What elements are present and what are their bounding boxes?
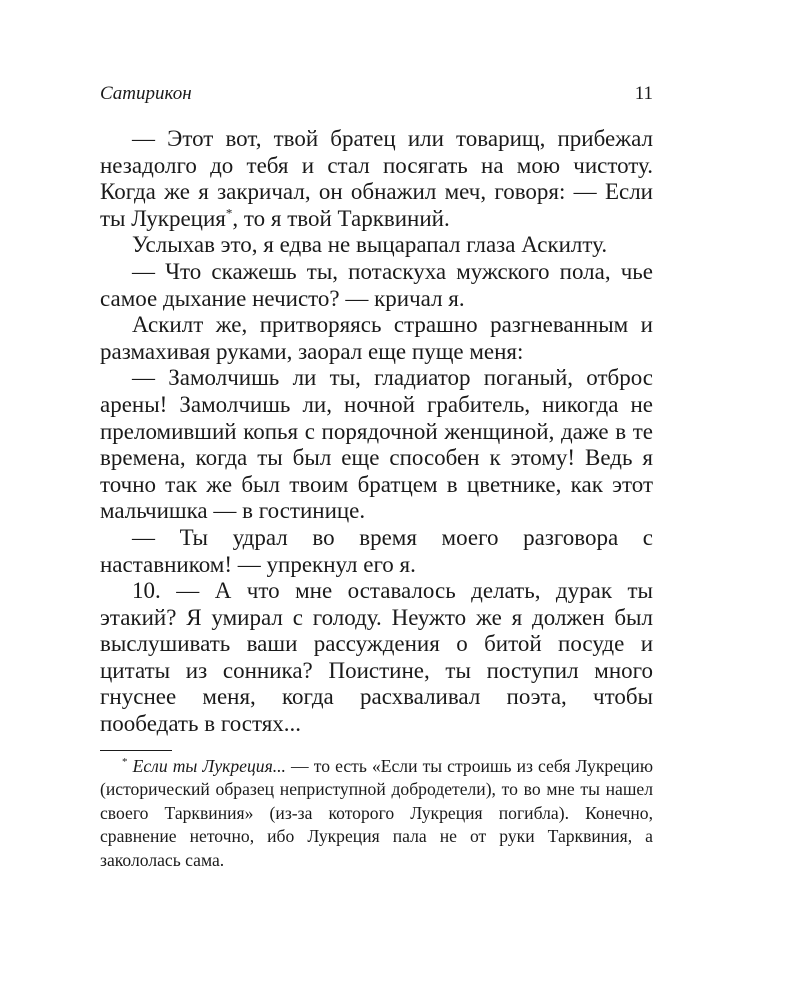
paragraph: — Ты удрал во время моего разговора с наставником! — упрекнул его я. bbox=[100, 524, 653, 577]
paragraph bbox=[100, 126, 653, 232]
paragraph-text: , то я твой Тарквиний. bbox=[232, 205, 450, 231]
running-header bbox=[100, 80, 653, 108]
paragraph-text: — Этот вот, твой братец или товарищ, прибежал незадолго до тебя и стал посягать на мою чистоту. Когда же я закричал, он обнажил меч, говоря: — Если ты Лукреция bbox=[100, 126, 653, 231]
book-page bbox=[100, 80, 653, 872]
footnote bbox=[100, 755, 653, 873]
paragraph: 10. — А что мне оставалось делать, дурак ты этакий? Я умирал с голоду. Неужто же я должен был выслушивать ваши рассуждения о битой посуде и цитаты из сонника? Поистине, ты поступил много гнуснее меня, когда расхваливал поэта, чтобы пообедать в гостях... bbox=[100, 578, 653, 737]
paragraph: Аскилт же, притворяясь страшно разгневанным и размахивая руками, заорал еще пуще меня: bbox=[100, 312, 653, 364]
main-text bbox=[100, 126, 653, 738]
paragraph: Услыхав это, я едва не выцарапал глаза Аскилту. bbox=[132, 232, 608, 258]
footnote-reference[interactable]: * bbox=[225, 205, 233, 221]
running-title: Сатирикон bbox=[100, 83, 192, 104]
footnote-text: — то есть «Если ты строишь из себя Лукрецию (исторический образец неприступной добродетели), то во мне ты нашел своего Тарквиния» (из-за которого Лукреция погибла). Конечно, сравнение неточно, ибо Лукреция пала не от руки Тарквиния, а закололась сама. bbox=[100, 755, 653, 870]
paragraph: — Замолчишь ли ты, гладиатор поганый, отброс арены! Замолчишь ли, ночной грабитель, никогда не преломивший копья с порядочной женщиной, даже в те времена, когда ты был еще способен к этому! Ведь я точно так же был твоим братцем в цветнике, как этот мальчишка — в гостинице. bbox=[100, 365, 653, 524]
footnote-mark: * bbox=[122, 755, 128, 768]
paragraph: — Что скажешь ты, потаскуха мужского пола, чье самое дыхание нечисто? — кричал я. bbox=[100, 258, 653, 311]
page-number: 11 bbox=[634, 83, 653, 104]
footnote-divider bbox=[100, 750, 172, 751]
footnote-term: Если ты Лукреция... bbox=[132, 755, 286, 776]
